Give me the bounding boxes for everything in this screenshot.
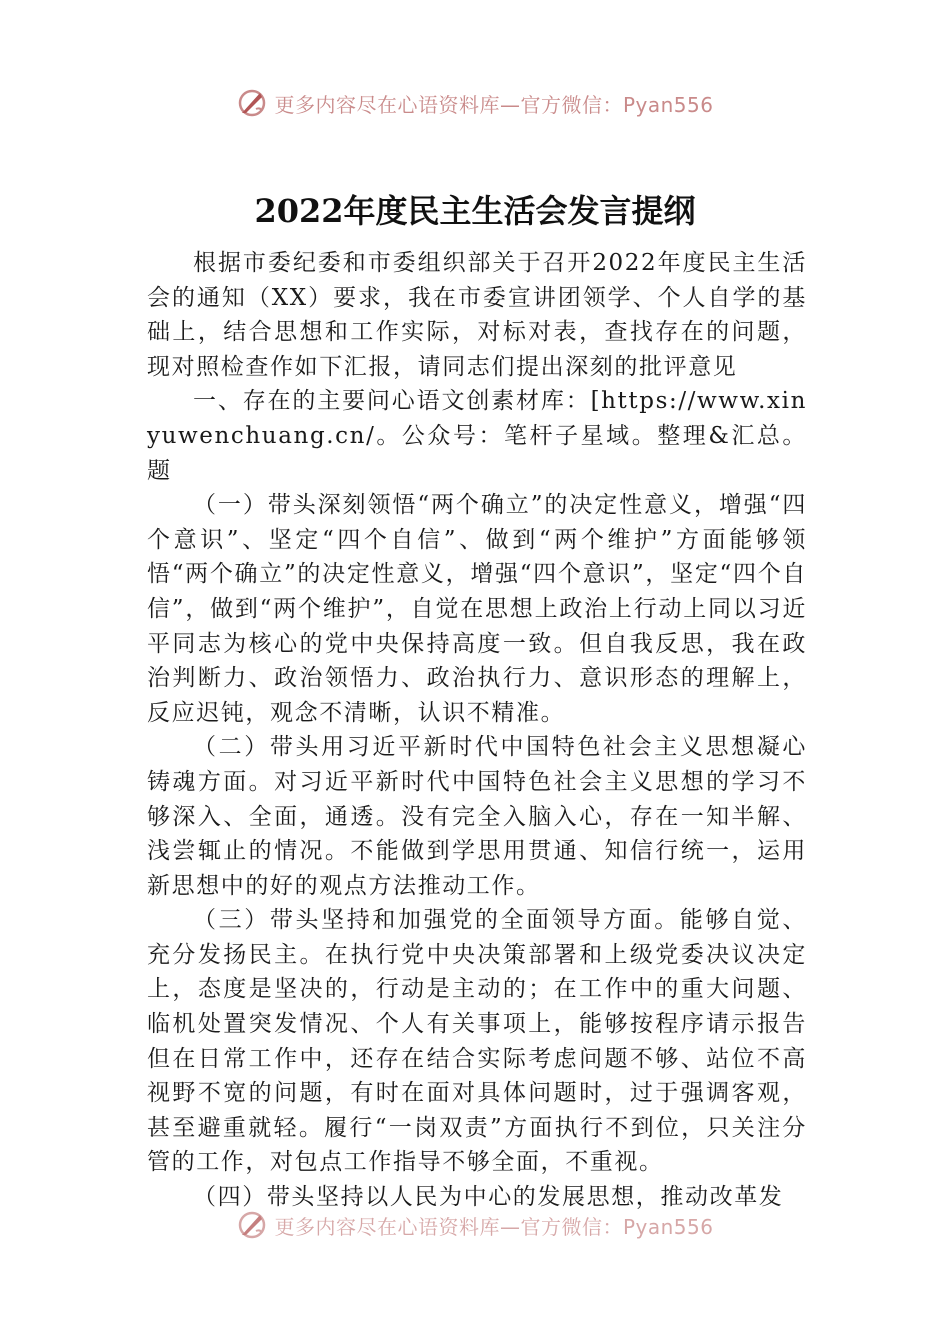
paragraph-item-2: （二）带头用习近平新时代中国特色社会主义思想凝心铸魂方面。对习近平新时代中国特色社会主义思想的学习不够深入、全面，通透。没有完全入脑入心，存在一知半解、浅尝辄止的情况。不能做到学思用贯通、知信行统一，运用新思想中的好的观点方法推动工作。 (147, 734, 807, 899)
document-body (147, 246, 807, 1215)
intro-paragraph: 根据市委纪委和市委组织部关于召开2022年度民主生活会的通知（XX）要求，我在市委宣讲团领学、个人自学的基础上，结合思想和工作实际，对标对表，查找存在的问题，现对照检查作如下汇报，请同志们提出深刻的批评意见 (147, 250, 807, 380)
paragraph-item-3: （三）带头坚持和加强党的全面领导方面。能够自觉、充分发扬民主。在执行党中央决策部署和上级党委决议决定上，态度是坚决的，行动是主动的；在工作中的重大问题、临机处置突发情况、个人有关事项上，能够按程序请示报告但在日常工作中，还存在结合实际考虑问题不够、站位不高视野不宽的问题，有时在面对具体问题时，过于强调客观，甚至避重就轻。履行“一岗双责”方面执行不到位，只关注分管的工作，对包点工作指导不够全面，不重视。 (147, 907, 807, 1176)
quill-pen-logo-icon (236, 1209, 268, 1241)
section-heading-problems: 一、存在的主要问心语文创素材库：[https://www.xinyuwenchuang.cn/。公众号：笔杆子星域。整理&汇总。题 (147, 388, 807, 484)
paragraph-item-4: （四）带头坚持以人民为中心的发展思想，推动改革发 (193, 1184, 784, 1211)
footer-banner-text: 更多内容尽在心语资料库—官方微信：Pyan556 (274, 1214, 714, 1239)
header-banner-text: 更多内容尽在心语资料库—官方微信：Pyan556 (274, 92, 714, 117)
paragraph-item-1: （一）带头深刻领悟“两个确立”的决定性意义，增强“四个意识”、坚定“四个自信”、做到“两个维护”方面能够领悟“两个确立”的决定性意义，增强“四个意识”，坚定“四个自信”，做到“两个维护”，自觉在思想上政治上行动上同以习近平同志为核心的党中央保持高度一致。但自我反思，我在政治判断力、政治领悟力、政治执行力、意识形态的理解上，反应迟钝，观念不清晰，认识不精准。 (147, 492, 807, 726)
footer-watermark-banner (0, 1205, 950, 1245)
page-title: 2022年度民主生活会发言提纲 (254, 192, 696, 230)
quill-pen-logo-icon (236, 87, 268, 119)
header-watermark-banner (0, 83, 950, 123)
